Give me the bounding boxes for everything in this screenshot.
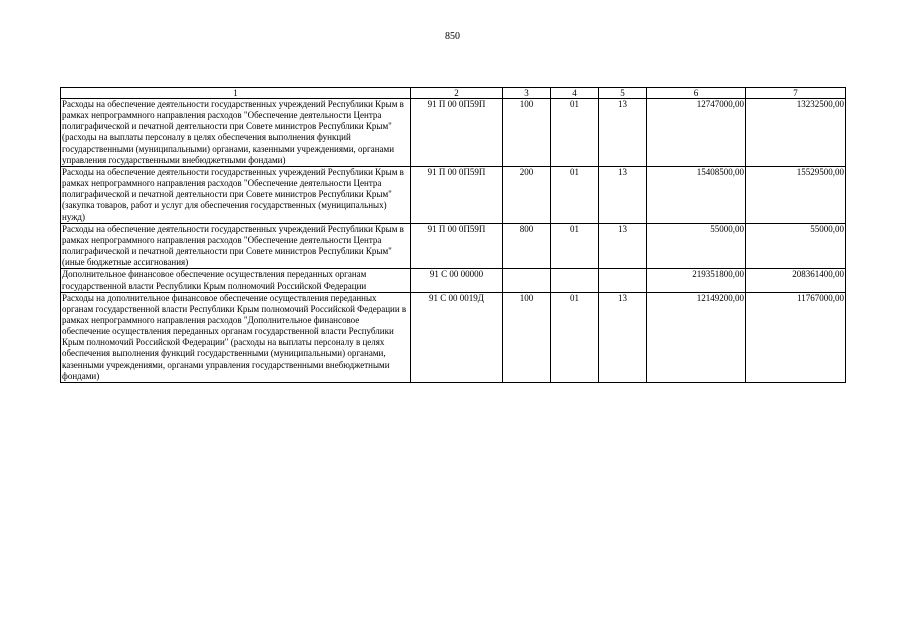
- row-subsection: [599, 269, 647, 292]
- row-subsection: 13: [599, 292, 647, 382]
- row-target-code: 91 С 00 00000: [411, 269, 503, 292]
- row-description: Расходы на обеспечение деятельности государственных учреждений Республики Крым в рамках непрограммного направления расходов "Обеспечение деятельности Центра полиграфической и печатной деятельности при Совете министров Республики Крым" (расходы на выплаты персоналу в целях обеспечения выполнения функций государственными (муниципальными) органами, казенными учреждениями, органами управления государственными внебюджетными фондами): [61, 99, 411, 167]
- row-section: [551, 269, 599, 292]
- row-amount-col6: 15408500,00: [647, 166, 746, 223]
- row-amount-col7: 55000,00: [746, 223, 846, 269]
- column-header-6: 6: [647, 88, 746, 99]
- row-subsection: 13: [599, 99, 647, 167]
- column-header-2: 2: [411, 88, 503, 99]
- row-description: Дополнительное финансовое обеспечение осуществления переданных органам государственной власти Республики Крым полномочий Российской Федерации: [61, 269, 411, 292]
- budget-table: [60, 87, 846, 383]
- table-header: [61, 88, 846, 99]
- table-body: [61, 99, 846, 383]
- table-row: [61, 292, 846, 382]
- column-header-1: 1: [61, 88, 411, 99]
- row-target-code: 91 П 00 0П59П: [411, 166, 503, 223]
- header-row: [61, 88, 846, 99]
- row-amount-col7: 208361400,00: [746, 269, 846, 292]
- row-description: Расходы на обеспечение деятельности государственных учреждений Республики Крым в рамках непрограммного направления расходов "Обеспечение деятельности Центра полиграфической и печатной деятельности при Совете министров Республики Крым" (закупка товаров, работ и услуг для обеспечения государственных (муниципальных) нужд): [61, 166, 411, 223]
- row-description: Расходы на обеспечение деятельности государственных учреждений Республики Крым в рамках непрограммного направления расходов "Обеспечение деятельности Центра полиграфической и печатной деятельности при Совете министров Республики Крым" (иные бюджетные ассигнования): [61, 223, 411, 269]
- table-row: [61, 223, 846, 269]
- column-header-5: 5: [599, 88, 647, 99]
- table-row: [61, 99, 846, 167]
- row-description: Расходы на дополнительное финансовое обеспечение осуществления переданных органам государственной власти Республики Крым полномочий Российской Федерации в рамках непрограммного направления расходов "Дополнительное финансовое обеспечение осуществления переданных органам государственной власти Республики Крым полномочий Российской Федерации" (расходы на выплаты персоналу в целях обеспечения выполнения функций государственными (муниципальными) органами, казенными учреждениями, органами управления государственными внебюджетными фондами): [61, 292, 411, 382]
- table-row: [61, 166, 846, 223]
- row-section: 01: [551, 166, 599, 223]
- row-amount-col6: 12747000,00: [647, 99, 746, 167]
- row-expense-type: 200: [503, 166, 551, 223]
- column-header-7: 7: [746, 88, 846, 99]
- column-header-4: 4: [551, 88, 599, 99]
- row-target-code: 91 П 00 0П59П: [411, 223, 503, 269]
- row-section: 01: [551, 99, 599, 167]
- row-amount-col7: 13232500,00: [746, 99, 846, 167]
- row-amount-col7: 11767000,00: [746, 292, 846, 382]
- row-amount-col6: 55000,00: [647, 223, 746, 269]
- row-amount-col6: 12149200,00: [647, 292, 746, 382]
- row-subsection: 13: [599, 166, 647, 223]
- row-target-code: 91 П 00 0П59П: [411, 99, 503, 167]
- row-expense-type: 100: [503, 99, 551, 167]
- row-target-code: 91 С 00 0019Д: [411, 292, 503, 382]
- page-number: 850: [445, 31, 460, 42]
- row-section: 01: [551, 292, 599, 382]
- row-expense-type: 100: [503, 292, 551, 382]
- row-expense-type: [503, 269, 551, 292]
- row-section: 01: [551, 223, 599, 269]
- row-subsection: 13: [599, 223, 647, 269]
- column-header-3: 3: [503, 88, 551, 99]
- row-expense-type: 800: [503, 223, 551, 269]
- row-amount-col7: 15529500,00: [746, 166, 846, 223]
- row-amount-col6: 219351800,00: [647, 269, 746, 292]
- table-row: [61, 269, 846, 292]
